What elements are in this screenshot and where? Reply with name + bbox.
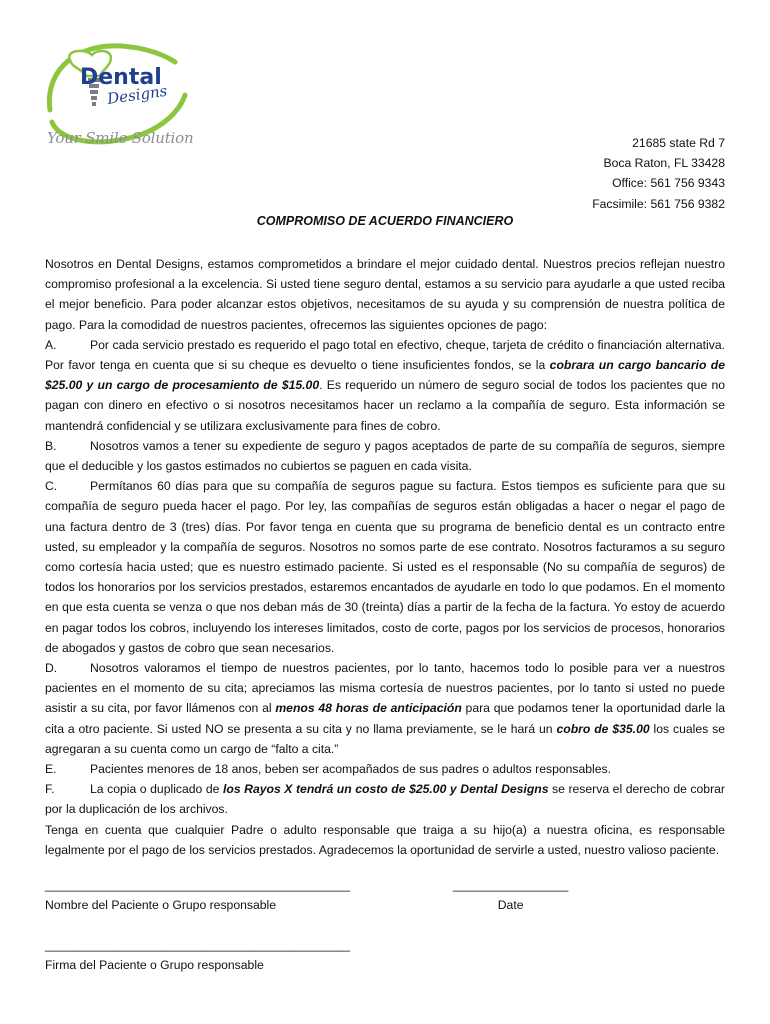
clause-label: A.: [45, 337, 57, 352]
clause-text: los cuales se agregaran a su cuenta como un cargo de “falto a cita.”: [45, 721, 726, 756]
clause-text: para que podamos tener la oportunidad darle la cita a otro paciente. Si usted NO se presenta a su cita y no llama previamente, se le hará un: [45, 701, 726, 736]
patient-name-line[interactable]: _____________________________________________: [45, 878, 351, 892]
clause-label: C.: [45, 479, 58, 494]
signature-field[interactable]: [45, 935, 350, 975]
clause-label: F.: [45, 782, 55, 797]
clause-text: Por cada servicio prestado es requerido el pago total en efectivo, cheque, tarjeta de crédito o financiación alternativa. Por favor tenga en cuenta que si su cheque es devuelto o tiene insuficientes fondos, se la: [45, 337, 725, 373]
clause-b: [45, 436, 725, 476]
clause-emphasis: menos 48 horas de anticipación: [275, 701, 462, 716]
address-office-phone: Office: 561 756 9343: [612, 176, 725, 191]
clause-text: . Es requerido un número de seguro social de todos los pacientes que no pagan con dinero en efectivo o si nosotros necesitamos hacer un reclamo a la compañía de seguro. Esta información se mantendrá confidencial y se utilizara exclusivamente para fines de cobro.: [45, 378, 726, 433]
signature-label: Firma del Paciente o Grupo responsable: [45, 958, 264, 972]
patient-name-label: Nombre del Paciente o Grupo responsable: [45, 898, 277, 912]
clause-emphasis: los Rayos X tendrá un costo de $25.00 y Dental Designs: [223, 782, 549, 797]
clause-text: Pacientes menores de 18 anos, beben ser acompañados de sus padres o adultos responsables.: [90, 762, 612, 777]
date-field[interactable]: [453, 875, 568, 915]
logo-word-designs: Designs: [106, 81, 169, 108]
clause-label: E.: [45, 762, 57, 777]
address-fax: Facsimile: 561 756 9382: [592, 196, 725, 211]
tagline: Your Smile Solution: [47, 129, 194, 147]
clause-emphasis: cobro de $35.00: [556, 721, 650, 736]
closing-paragraph: Tenga en cuenta que cualquier Padre o adulto responsable que traiga a su hijo(a) a nuestra oficina, es responsable legalmente por el pago de los servicios prestados. Agradecemos la oportunidad de servirle a usted, nuestro valioso paciente.: [45, 822, 725, 857]
date-line[interactable]: _________________: [453, 878, 569, 892]
logo-word-dental: Dental: [80, 65, 162, 90]
clause-text: Permítanos 60 días para que su compañía de seguros pague su factura. Estos tiempos es suficiente para que su compañía de seguro pueda hacer el pago. Por ley, las compañías de seguros están obligadas a hacer o negar el pago de una factura dentro de 3 (tres) días. Por favor tenga en cuenta que su programa de beneficio dental es un contracto entre usted, su empleador y la compañía de seguros. Nosotros no somos parte de ese contrato. Nosotros facturamos a su seguro como cortesía hacia usted; que es nuestro estimado paciente. Si usted es el responsable (No su compañía de seguros) de todos los honorarios por los servicios prestados, estaremos encantados de ayudarle en todo lo que podamos. En el momento en que esta cuenta se venza o que nos deban más de 30 (treinta) días a partir de la fecha de la factura. Yo estoy de acuerdo en pagar todos los cobros, incluyendo los intereses limitados, costo de corte, pagos por los servicios de procesos, honorarios de abogados y gastos de cobro que sean necesarios.: [45, 479, 725, 655]
clause-f: [45, 779, 725, 819]
clause-emphasis: cobrara un cargo bancario de $25.00 y un cargo de procesamiento de $15.00: [45, 358, 725, 393]
clause-e: [45, 759, 725, 779]
clause-label: D.: [45, 661, 58, 676]
clause-label: B.: [45, 438, 57, 453]
clause-text: Nosotros valoramos el tiempo de nuestros pacientes, por lo tanto, hacemos todo lo posible para ver a nuestros pacientes en el momento de su cita; apreciamos las misma cortesía de nuestros pacientes, por lo tanto si usted no puede asistir a su cita, por favor llámenos con al: [45, 661, 725, 716]
office-address: [592, 133, 725, 214]
clause-text: Nosotros vamos a tener su expediente de seguro y pagos aceptados de parte de su compañía de seguros, siempre que el deducible y los gastos estimados no cubiertos se paguen en cada visita.: [45, 438, 725, 474]
address-city: Boca Raton, FL 33428: [603, 156, 725, 171]
signature-line[interactable]: _____________________________________________: [45, 938, 351, 952]
patient-name-field[interactable]: [45, 875, 350, 915]
clause-text: La copia o duplicado de: [90, 782, 223, 797]
intro-paragraph: Nosotros en Dental Designs, estamos comprometidos a brindare el mejor cuidado dental. Nuestros precios reflejan nuestro compromiso profesional a la excelencia. Si usted tiene seguro dental, estamos a su servicio para ayudarle a que usted reciba el mejor beneficio. Para poder alcanzar estos objetivos, necesitamos de su ayuda y su comprensión de nuestra política de pago. Para la comodidad de nuestros pacientes, ofrecemos las siguientes opciones de pago:: [45, 257, 725, 332]
address-street: 21685 state Rd 7: [632, 136, 725, 150]
clause-a: [45, 335, 725, 436]
clause-c: [45, 476, 725, 658]
clause-text: se reserva el derecho de cobrar por la duplicación de los archivos.: [45, 782, 725, 817]
agreement-body: [45, 254, 725, 860]
document-title: COMPROMISO DE ACUERDO FINANCIERO: [256, 214, 514, 228]
clause-d: [45, 658, 725, 759]
date-label: Date: [497, 898, 524, 912]
